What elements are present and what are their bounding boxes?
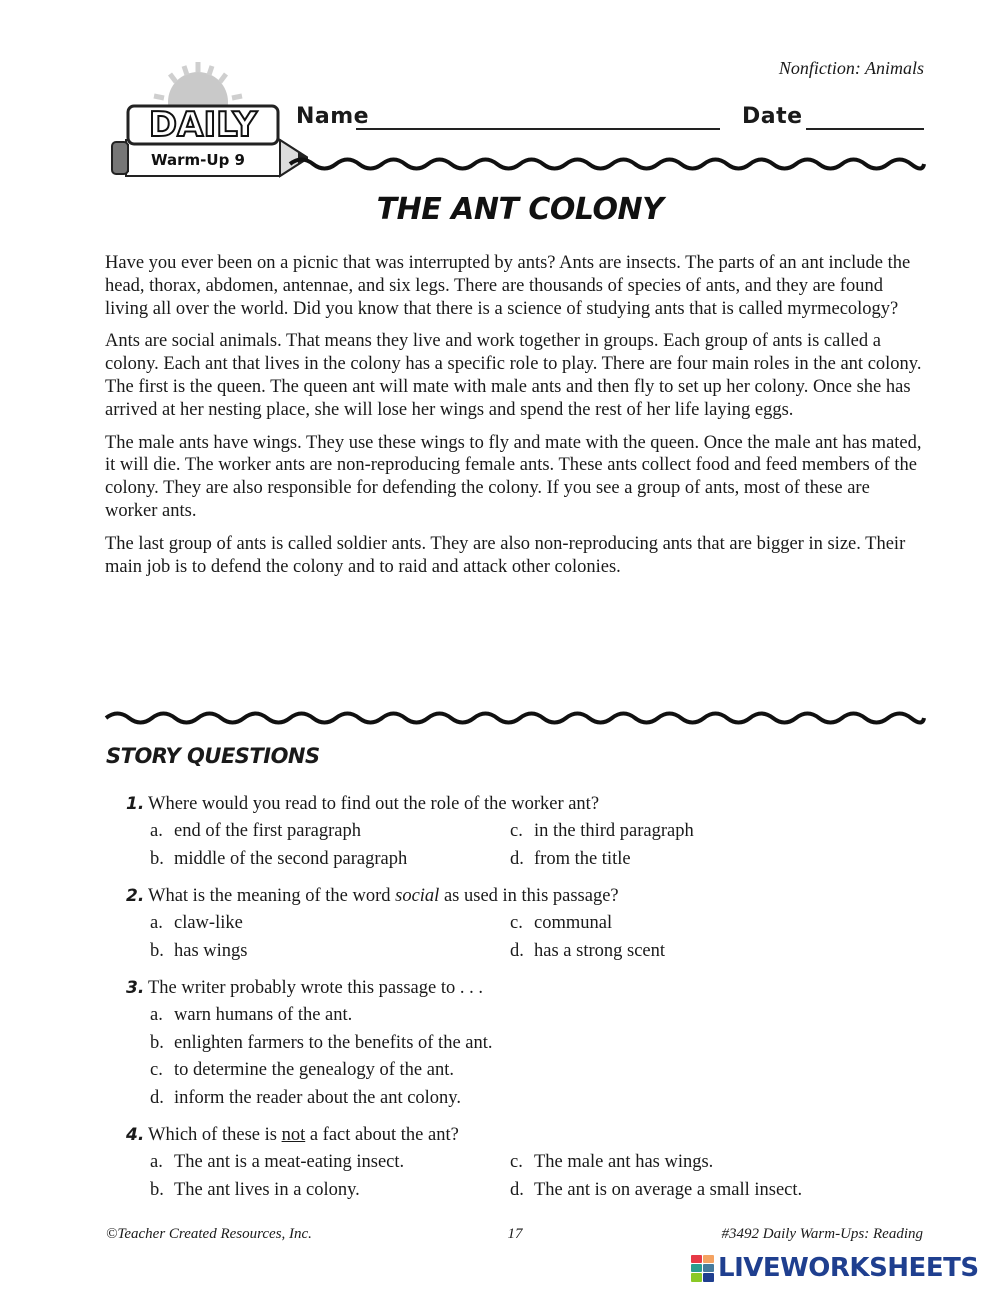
answer-option[interactable]: a. claw-like xyxy=(150,913,243,933)
date-label: Date xyxy=(742,104,803,129)
answer-option[interactable]: a. end of the first paragraph xyxy=(150,821,361,841)
name-field[interactable] xyxy=(356,128,720,130)
question-3 xyxy=(126,974,926,1112)
question-number: 1. xyxy=(126,794,145,814)
logo-block xyxy=(703,1264,714,1272)
section-wave-divider xyxy=(0,698,1000,738)
answer-option[interactable]: b. enlighten farmers to the benefits of the ant. xyxy=(150,1032,493,1053)
question-4 xyxy=(126,1121,926,1204)
liveworksheets-logo-icon xyxy=(690,1254,714,1282)
question-text: The writer probably wrote this passage to . . . xyxy=(148,978,483,998)
footer-copyright: ©Teacher Created Resources, Inc. xyxy=(106,1226,312,1242)
question-text: Where would you read to find out the role of the worker ant? xyxy=(148,794,600,814)
answer-option[interactable]: b. The ant lives in a colony. xyxy=(150,1179,360,1200)
story-text xyxy=(105,252,925,588)
date-field[interactable] xyxy=(806,128,924,130)
logo-block xyxy=(691,1264,702,1272)
question-text: Which of these is not a fact about the ant? xyxy=(148,1125,459,1145)
logo-word: DAILY xyxy=(148,105,258,145)
answer-option[interactable]: d. inform the reader about the ant colony. xyxy=(150,1087,461,1108)
question-number: 4. xyxy=(126,1125,145,1145)
answer-option[interactable]: c. in the third paragraph xyxy=(510,821,694,841)
logo-block xyxy=(691,1255,702,1263)
page-title: THE ANT COLONY xyxy=(376,192,664,227)
answer-option[interactable]: c. communal xyxy=(510,913,613,933)
answer-option[interactable]: d. The ant is on average a small insect. xyxy=(510,1179,803,1200)
story-paragraph: The last group of ants is called soldier ants. They are also non-reproducing ants that are bigger in size. Their main job is to defend the colony and to raid and attack other colonies. xyxy=(105,533,906,577)
story-paragraph: Have you ever been on a picnic that was interrupted by ants? Ants are insects. The parts of an ant include the head, thorax, abdomen, antennae, and six legs. There are thousands of species of ants, and they are found living all over the world. Did you know that there is a science of studying ants that is called myrmecology? xyxy=(105,253,911,319)
footer-book-title: #3492 Daily Warm-Ups: Reading xyxy=(721,1226,923,1242)
questions-heading: STORY QUESTIONS xyxy=(106,744,320,768)
logo-block xyxy=(703,1273,714,1282)
question-text: What is the meaning of the word social as used in this passage? xyxy=(148,886,619,906)
logo-block xyxy=(703,1255,714,1263)
liveworksheets-wordmark: LIVEWORKSHEETS xyxy=(718,1253,979,1283)
question-number: 2. xyxy=(126,886,145,906)
name-label: Name xyxy=(296,104,370,129)
liveworksheets-watermark xyxy=(690,1252,990,1284)
logo-subtitle: Warm-Up 9 xyxy=(151,151,245,169)
answer-option[interactable]: c. to determine the genealogy of the ant. xyxy=(150,1060,454,1080)
category-label: Nonfiction: Animals xyxy=(778,58,924,78)
question-number: 3. xyxy=(126,978,145,998)
footer-page-number: 17 xyxy=(507,1226,523,1242)
question-2 xyxy=(126,882,926,965)
answer-option[interactable]: b. middle of the second paragraph xyxy=(150,848,408,869)
question-1 xyxy=(126,790,926,873)
header-wave-divider xyxy=(0,144,1000,184)
answer-option[interactable]: d. from the title xyxy=(510,848,631,869)
questions-list xyxy=(126,790,926,1213)
answer-option[interactable]: a. The ant is a meat-eating insect. xyxy=(150,1152,405,1172)
answer-option[interactable]: d. has a strong scent xyxy=(510,940,666,961)
story-paragraph: The male ants have wings. They use these wings to fly and mate with the queen. Once the male ant has mated, it will die. The worker ants are non-reproducing female ants. These ants collect food and feed members of the colony. They are also responsible for defending the colony. If you see a group of ants, most of these are worker ants. xyxy=(105,432,922,521)
answer-option[interactable]: b. has wings xyxy=(150,940,248,961)
story-paragraph: Ants are social animals. That means they live and work together in groups. Each group of ants is called a colony. Each ant that lives in the colony has a specific role to play. There are four main roles in the ant colony. The first is the queen. The queen ant will mate with male ants and then fly to set up her colony. Once she has arrived at her nesting place, she will lose her wings and spend the rest of her life laying eggs. xyxy=(105,331,922,420)
logo-block xyxy=(691,1273,702,1282)
answer-option[interactable]: a. warn humans of the ant. xyxy=(150,1005,353,1025)
answer-option[interactable]: c. The male ant has wings. xyxy=(510,1152,714,1172)
